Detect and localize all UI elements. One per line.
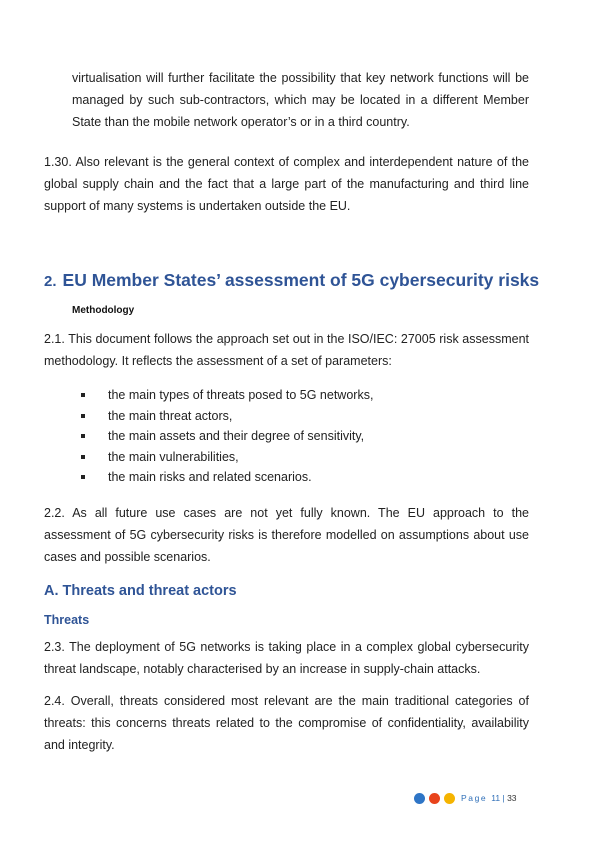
paragraph-2-3 [44, 636, 529, 680]
section-2-heading [44, 270, 539, 291]
paragraph-text: Overall, threats considered most relevant are the main traditional categories of threats: this concerns threats related to the compromise of confidentiality, availability and integrity. [44, 694, 529, 752]
bullet-square-icon [81, 475, 85, 479]
paragraph-text: This document follows the approach set out in the ISO/IEC: 27005 risk assessment methodology. It reflects the assessment of a set of parameters: [44, 332, 529, 368]
section-title: EU Member States’ assessment of 5G cybersecurity risks [62, 270, 540, 290]
paragraph-number: 1.30. [44, 155, 72, 169]
list-item: the main types of threats posed to 5G networks, [80, 385, 373, 406]
paragraph-2-1 [44, 328, 529, 372]
threats-subheading: Threats [44, 613, 90, 627]
blue-dot-icon [414, 793, 425, 804]
list-item: the main vulnerabilities, [80, 447, 373, 468]
page-label: Page [461, 793, 488, 803]
paragraph-number: 2.3. [44, 640, 65, 654]
continuation-paragraph: virtualisation will further facilitate the possibility that key network functions will be managed by such sub-contractors, which may be located in a different Member State than the mobile network operator’s or in a third country. [72, 71, 529, 129]
bullet-square-icon [81, 434, 85, 438]
yellow-dot-icon [444, 793, 455, 804]
paragraph-number: 2.2. [44, 506, 65, 520]
paragraph-text: Also relevant is the general context of complex and interdependent nature of the global supply chain and the fact that a large part of the manufacturing and third line support of many systems is undertaken outside the EU. [44, 155, 529, 213]
methodology-label: Methodology [72, 305, 135, 316]
page-number: 11 | 33 [491, 793, 517, 803]
paragraph-text: The deployment of 5G networks is taking place in a complex global cybersecurity threat landscape, notably characterised by an increase in supply-chain attacks. [44, 640, 529, 676]
red-dot-icon [429, 793, 440, 804]
bullet-square-icon [81, 455, 85, 459]
list-item: the main risks and related scenarios. [80, 467, 373, 488]
list-item: the main threat actors, [80, 406, 373, 427]
paragraph-1-30 [44, 151, 529, 217]
paragraph-number: 2.4. [44, 694, 65, 708]
section-a-heading: A. Threats and threat actors [44, 583, 237, 599]
list-item: the main assets and their degree of sensitivity, [80, 426, 373, 447]
bullet-square-icon [81, 414, 85, 418]
bullet-square-icon [81, 393, 85, 397]
paragraph-text: As all future use cases are not yet fully known. The EU approach to the assessment of 5G cybersecurity risks is therefore modelled on assumptions about use cases and possible scenarios. [44, 506, 529, 564]
paragraph-2-2 [44, 502, 529, 568]
paragraph-2-4 [44, 690, 529, 756]
page-footer [414, 790, 517, 806]
parameter-list [80, 385, 373, 488]
section-number: 2. [44, 273, 57, 290]
paragraph-number: 2.1. [44, 332, 65, 346]
